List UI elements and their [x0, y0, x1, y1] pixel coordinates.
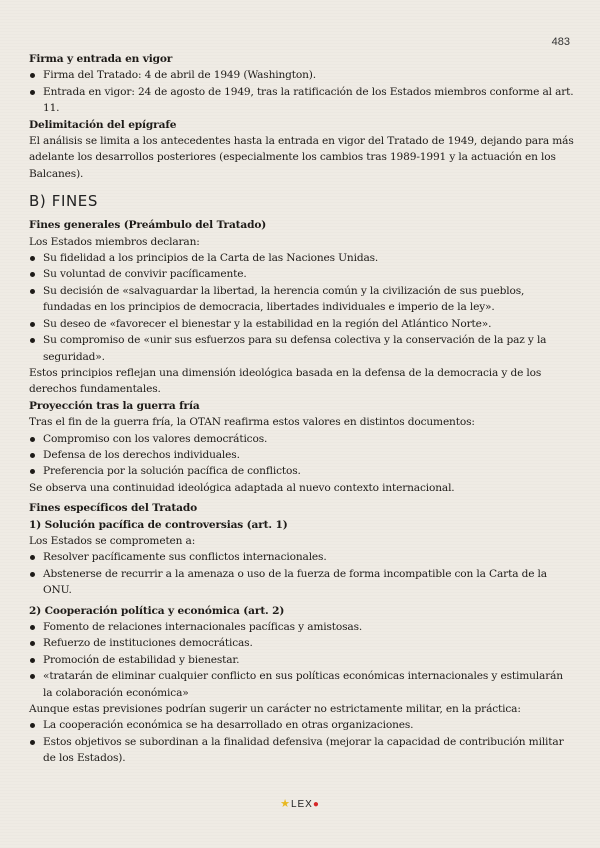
generales-list	[29, 250, 574, 365]
list-item: Firma del Tratado: 4 de abril de 1949 (Washington).	[29, 67, 574, 83]
paragraph-sub1-intro: Los Estados se comprometen a:	[29, 534, 196, 547]
list-item: Promoción de estabilidad y bienestar.	[29, 652, 574, 668]
paragraph-generales-outro: Estos principios reflejan una dimensión ideológica basada en la defensa de la democracia y de los derechos fundamentales.	[29, 366, 542, 396]
paragraph-proyeccion-outro: Se observa una continuidad ideológica adaptada al nuevo contexto internacional.	[29, 481, 455, 494]
heading-sub2: 2) Cooperación política y económica (art. 2)	[29, 604, 285, 617]
heading-especificos: Fines específicos del Tratado	[29, 502, 198, 515]
star-icon: ★	[280, 798, 291, 810]
paragraph-delimitacion: El análisis se limita a los antecedentes hasta la entrada en vigor del Tratado de 1949, dejando para más adelante los desarrollos posteriores (especialmente los cambios tras 1989-1991 y la actuación en los Balcanes).	[29, 135, 574, 180]
sub1-list	[29, 549, 574, 598]
list-item: Compromiso con los valores democráticos.	[29, 431, 574, 447]
list-item: Su compromiso de «unir sus esfuerzos para su defensa colectiva y la conservación de la paz y la seguridad».	[29, 332, 574, 365]
list-item: Refuerzo de instituciones democráticas.	[29, 635, 574, 651]
list-item: «tratarán de eliminar cualquier conflicto en sus políticas económicas internacionales y estimularán la colaboración económica»	[29, 668, 574, 701]
list-item: La cooperación económica se ha desarrollado en otras organizaciones.	[29, 717, 574, 733]
paragraph-generales-intro: Los Estados miembros declaran:	[29, 235, 200, 248]
section-title: B) FINES	[29, 192, 98, 211]
list-item: Defensa de los derechos individuales.	[29, 447, 574, 463]
paragraph-proyeccion-intro: Tras el fin de la guerra fría, la OTAN reafirma estos valores en distintos documentos:	[29, 416, 475, 429]
list-item: Su fidelidad a los principios de la Carta de las Naciones Unidas.	[29, 250, 574, 266]
page-number: 483	[551, 36, 570, 48]
footer-text: LEX	[290, 799, 313, 810]
paragraph-sub2-note: Aunque estas previsiones podrían sugerir un carácter no estrictamente militar, en la práctica:	[29, 703, 521, 716]
heading-sub1: 1) Solución pacífica de controversias (art. 1)	[29, 518, 288, 531]
document-body	[29, 51, 574, 767]
list-item: Entrada en vigor: 24 de agosto de 1949, tras la ratificación de los Estados miembros conforme al art. 11.	[29, 84, 574, 117]
footer-logo	[0, 797, 600, 810]
firma-list	[29, 67, 574, 116]
heading-proyeccion: Proyección tras la guerra fría	[29, 399, 200, 412]
list-item: Fomento de relaciones internacionales pacíficas y amistosas.	[29, 619, 574, 635]
list-item: Preferencia por la solución pacífica de conflictos.	[29, 463, 574, 479]
heading-delimitacion: Delimitación del epígrafe	[29, 118, 177, 131]
heading-firma: Firma y entrada en vigor	[29, 53, 173, 65]
list-item: Estos objetivos se subordinan a la finalidad defensiva (mejorar la capacidad de contribución militar de los Estados).	[29, 734, 574, 767]
drop-icon: ●	[312, 799, 320, 810]
list-item: Resolver pacíficamente sus conflictos internacionales.	[29, 549, 574, 565]
list-item: Abstenerse de recurrir a la amenaza o uso de la fuerza de forma incompatible con la Carta de la ONU.	[29, 566, 574, 599]
list-item: Su decisión de «salvaguardar la libertad, la herencia común y la civilización de sus pueblos, fundadas en los principios de democracia, libertades individuales e imperio de la ley».	[29, 283, 574, 316]
sub2-list	[29, 619, 574, 701]
proyeccion-list	[29, 431, 574, 480]
sub2-list-2	[29, 717, 574, 766]
heading-generales: Fines generales (Preámbulo del Tratado)	[29, 219, 267, 232]
list-item: Su deseo de «favorecer el bienestar y la estabilidad en la región del Atlántico Norte».	[29, 316, 574, 332]
list-item: Su voluntad de convivir pacíficamente.	[29, 266, 574, 282]
